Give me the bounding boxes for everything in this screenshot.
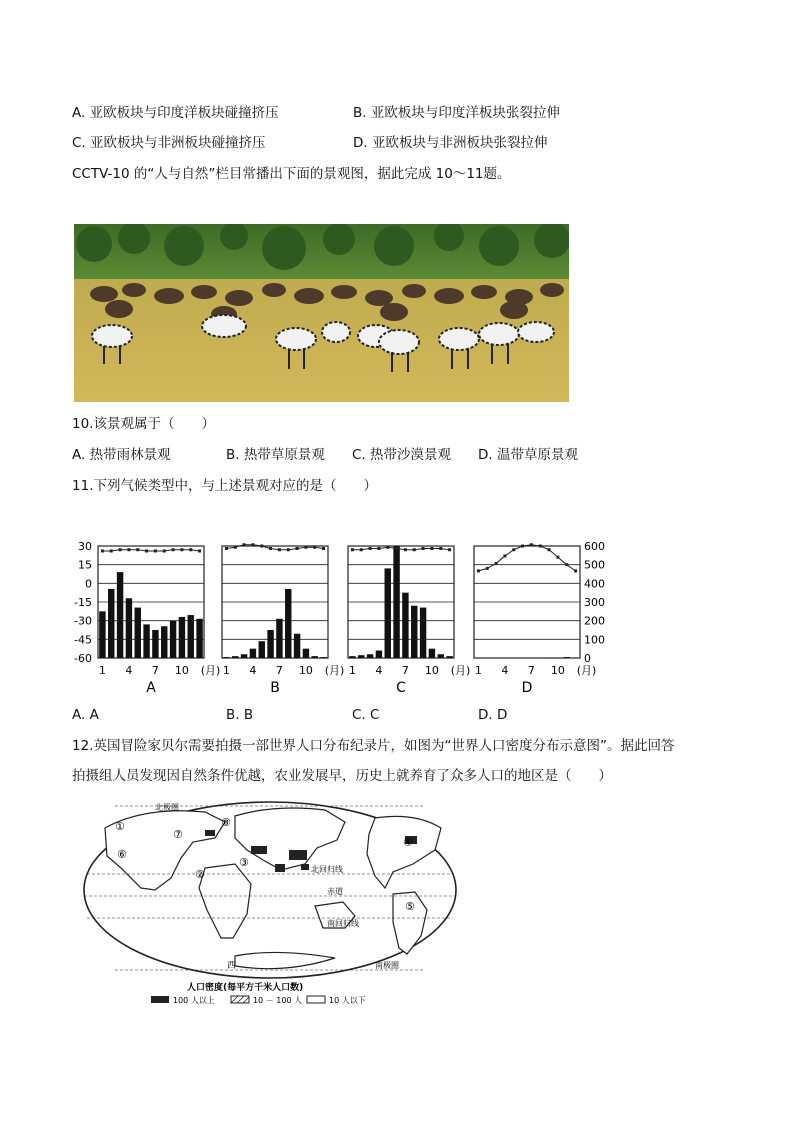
west-label: 西 — [227, 961, 237, 971]
temp-point-D — [477, 569, 480, 572]
month-tick: 7 — [527, 664, 535, 677]
precip-bar-B — [232, 656, 238, 658]
temp-point-C — [395, 547, 398, 550]
month-unit: (月) — [450, 664, 471, 677]
temp-point-A — [172, 548, 175, 551]
precip-bar-A — [170, 621, 176, 658]
region-label-5: ⑤ — [405, 900, 415, 913]
legend-swatch-low — [307, 996, 325, 1003]
precip-bar-B — [241, 654, 247, 658]
precip-bar-A — [179, 617, 185, 658]
temp-point-B — [304, 546, 307, 549]
month-unit: (月) — [576, 664, 597, 677]
temp-point-C — [439, 547, 442, 550]
temp-point-D — [503, 554, 506, 557]
temp-point-D — [556, 556, 559, 559]
world-population-map — [75, 798, 465, 1013]
precip-bar-C — [349, 656, 355, 658]
temp-axis-tick: 15 — [78, 558, 92, 572]
temp-point-A — [145, 549, 148, 552]
temp-point-A — [198, 549, 201, 552]
precip-bar-B — [259, 641, 265, 658]
q11-option-c: C. C — [352, 707, 380, 723]
temp-point-B — [322, 547, 325, 550]
precip-bar-C — [438, 654, 444, 658]
temp-point-B — [269, 547, 272, 550]
intro-text: CCTV-10 的“人与自然”栏目常播出下面的景观图，据此完成 10～11题。 — [72, 166, 511, 182]
precip-bar-C — [446, 656, 452, 658]
temp-point-C — [422, 547, 425, 550]
chart-label-A: A — [146, 680, 156, 696]
precip-bar-A — [108, 589, 114, 658]
month-tick: 10 — [174, 664, 189, 677]
month-tick: 1 — [98, 664, 106, 677]
q10-option-a: A. 热带雨林景观 — [72, 447, 171, 463]
legend-label-low: 10 人以下 — [329, 996, 366, 1005]
climate-charts — [70, 536, 610, 698]
temp-point-B — [296, 547, 299, 550]
precip-axis-tick: 600 — [584, 540, 605, 553]
month-tick: 1 — [474, 664, 482, 677]
month-tick: 10 — [550, 664, 565, 677]
region-label-7: ⑦ — [173, 828, 183, 841]
temp-point-C — [404, 548, 407, 551]
precip-bar-A — [188, 615, 194, 658]
temp-point-D — [539, 545, 542, 548]
temp-point-A — [127, 548, 130, 551]
temp-point-C — [448, 548, 451, 551]
region-label-8: ⑧ — [221, 816, 231, 829]
precip-bar-B — [250, 649, 256, 658]
temp-point-D — [495, 562, 498, 565]
temp-point-C — [413, 548, 416, 551]
q9-option-a: A. 亚欧板块与印度洋板块碰撞挤压 — [72, 105, 279, 121]
precip-bar-C — [402, 593, 408, 658]
precip-bar-B — [285, 589, 291, 658]
precip-bar-B — [320, 657, 326, 658]
legend-swatch-high — [151, 996, 169, 1003]
precip-bar-B — [294, 634, 300, 658]
temp-point-D — [574, 569, 577, 572]
chart-label-C: C — [396, 680, 406, 696]
q11-option-d: D. D — [478, 707, 508, 723]
month-tick: 10 — [298, 664, 313, 677]
precip-bar-A — [117, 572, 123, 658]
precip-bar-B — [303, 649, 309, 658]
temp-point-D — [565, 563, 568, 566]
q10-stem: 10.该景观属于（ ） — [72, 416, 215, 432]
precip-axis-tick: 300 — [584, 596, 605, 609]
temp-point-A — [163, 549, 166, 552]
region-label-3: ③ — [239, 856, 249, 869]
temp-point-A — [110, 549, 113, 552]
temp-point-D — [486, 567, 489, 570]
precip-bar-A — [135, 608, 141, 658]
temp-point-A — [119, 548, 122, 551]
precip-axis-tick: 100 — [584, 633, 605, 647]
precip-bar-A — [161, 626, 167, 658]
precip-bar-D — [564, 657, 570, 658]
temp-axis-tick: -15 — [74, 596, 92, 609]
precip-bar-B — [267, 630, 273, 658]
precip-bar-C — [358, 655, 364, 658]
temp-point-B — [225, 547, 228, 550]
savanna-photo — [74, 224, 569, 402]
temp-point-B — [260, 545, 263, 548]
month-tick: 10 — [424, 664, 439, 677]
q11-option-a: A. A — [72, 707, 99, 723]
month-tick: 4 — [375, 664, 383, 677]
precip-bar-A — [126, 598, 132, 658]
precip-bar-C — [420, 608, 426, 658]
precip-bar-A — [99, 611, 105, 658]
month-tick: 4 — [501, 664, 509, 677]
temp-point-C — [360, 548, 363, 551]
q9-option-b: B. 亚欧板块与印度洋板块张裂拉伸 — [353, 105, 560, 121]
temp-point-C — [351, 548, 354, 551]
legend-label-high: 100 人以上 — [173, 996, 215, 1005]
temp-point-B — [234, 546, 237, 549]
region-label-4: ④ — [403, 836, 413, 849]
temp-point-B — [278, 548, 281, 551]
temp-point-D — [512, 548, 515, 551]
temp-axis-tick: 0 — [85, 577, 92, 591]
temp-point-C — [369, 547, 372, 550]
precip-bar-C — [429, 649, 435, 658]
precip-bar-B — [276, 619, 282, 658]
temp-point-C — [386, 546, 389, 549]
tropic-of-cancer-label: 北回归线 — [311, 865, 343, 874]
precip-bar-B — [223, 657, 229, 658]
temp-axis-tick: 30 — [78, 540, 92, 553]
precip-bar-A — [143, 624, 149, 658]
temp-point-A — [154, 549, 157, 552]
precip-bar-C — [393, 546, 399, 658]
month-tick: 4 — [125, 664, 133, 677]
equator-label: 赤道 — [327, 887, 343, 896]
temp-point-A — [189, 548, 192, 551]
month-tick: 7 — [401, 664, 409, 677]
temp-point-B — [251, 543, 254, 546]
month-tick: 7 — [151, 664, 159, 677]
temp-axis-tick: -30 — [74, 614, 92, 628]
month-tick: 1 — [222, 664, 230, 677]
month-tick: 1 — [348, 664, 356, 677]
precip-bar-B — [312, 656, 318, 658]
q9-option-d: D. 亚欧板块与非洲板块张裂拉伸 — [353, 135, 548, 151]
precip-axis-tick: 0 — [584, 652, 591, 665]
temp-point-B — [243, 543, 246, 546]
q9-option-c: C. 亚欧板块与非洲板块碰撞挤压 — [72, 135, 266, 151]
temp-point-B — [287, 548, 290, 551]
precip-bar-C — [411, 606, 417, 658]
q10-option-d: D. 温带草原景观 — [478, 447, 578, 463]
temp-point-C — [430, 547, 433, 550]
precip-axis-tick: 200 — [584, 614, 605, 628]
temp-point-A — [101, 549, 104, 552]
q11-option-b: B. B — [226, 707, 254, 723]
q11-stem: 11.下列气候类型中，与上述景观对应的是（ ） — [72, 478, 377, 494]
region-label-1: ① — [115, 820, 125, 833]
chart-label-D: D — [521, 680, 533, 696]
temp-axis-tick: -60 — [74, 652, 92, 665]
tropic-of-capricorn-label: 南回归线 — [327, 919, 359, 928]
temp-point-B — [313, 546, 316, 549]
precip-bar-C — [376, 651, 382, 658]
month-tick: 7 — [275, 664, 283, 677]
q12-stem-line1: 12.英国冒险家贝尔需要拍摄一部世界人口分布纪录片，如图为“世界人口密度分布示意图”。据此回答 — [72, 738, 675, 754]
temp-point-D — [530, 543, 533, 546]
temp-point-C — [377, 547, 380, 550]
month-unit: (月) — [324, 664, 345, 677]
precip-bar-A — [152, 630, 158, 658]
chart-label-B: B — [270, 680, 280, 696]
precip-axis-tick: 400 — [584, 577, 605, 591]
month-unit: (月) — [200, 664, 221, 677]
precip-bar-A — [196, 619, 202, 658]
arctic-circle-label: 北极圈 — [155, 803, 179, 812]
precip-axis-tick: 500 — [584, 558, 605, 572]
precip-bar-C — [367, 654, 373, 658]
precip-bar-C — [385, 568, 391, 658]
region-label-2: ② — [195, 868, 205, 881]
temp-point-A — [180, 548, 183, 551]
q10-option-c: C. 热带沙漠景观 — [352, 447, 452, 463]
q12-stem-line2: 拍摄组人员发现因自然条件优越，农业发展早，历史上就养育了众多人口的地区是（ ） — [72, 768, 612, 784]
temp-point-D — [521, 545, 524, 548]
legend-title: 人口密度(每平方千米人口数) — [187, 983, 304, 993]
q10-option-b: B. 热带草原景观 — [226, 447, 325, 463]
antarctic-circle-label: 南极圈 — [375, 961, 399, 970]
region-label-6: ⑥ — [117, 848, 127, 861]
month-tick: 4 — [249, 664, 257, 677]
legend-label-mid: 10 － 100 人 — [253, 996, 303, 1005]
temp-point-A — [136, 548, 139, 551]
temp-axis-tick: -45 — [74, 633, 92, 647]
temp-point-D — [548, 548, 551, 551]
